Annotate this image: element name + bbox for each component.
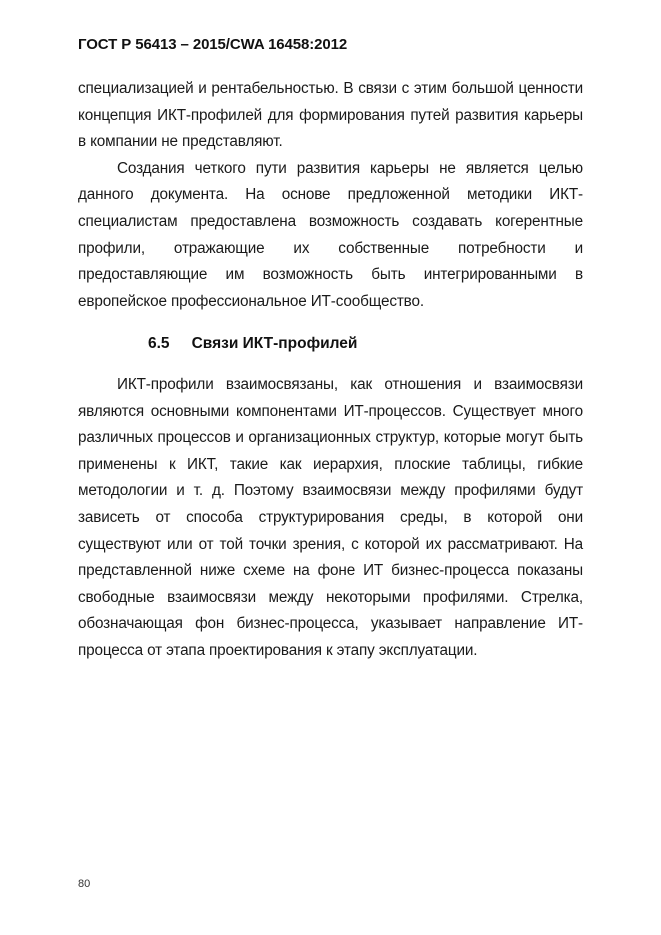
body-text-top: [78, 76, 583, 315]
section-title: Связи ИКТ-профилей: [191, 335, 358, 352]
section-number: 6.5: [148, 335, 170, 352]
paragraph-continuation: специализацией и рентабельностью. В связи с этим большой ценности концепция ИКТ-профилей для формирования путей развития карьеры в компании не представляют.: [78, 80, 583, 151]
page-number: 80: [78, 878, 91, 890]
document-header: ГОСТ Р 56413 – 2015/CWA 16458:2012: [78, 36, 348, 53]
body-text-bottom: [78, 372, 583, 665]
paragraph: Создания четкого пути развития карьеры не является целью данного документа. На основе предложенной методики ИКТ-специалистам предоставлена возможность создавать когерентные профили, отражающие их собственные потребности и предоставляющие им возможность быть интегрированными в европейское профессиональное ИТ-сообщество.: [78, 159, 583, 310]
section-heading: [148, 335, 357, 353]
paragraph: ИКТ-профили взаимосвязаны, как отношения и взаимосвязи являются основными компонентами ИТ-процессов. Существует много различных процессов и организационных структур, которые могут быть применены к ИКТ, такие как иерархия, плоские таблицы, гибкие методологии и т. д. Поэтому взаимосвязи между профилями будут зависеть от способа структурирования среды, в которой они существуют или от той точки зрения, с которой их рассматривают. На представленной ниже схеме на фоне ИТ бизнес-процесса показаны свободные взаимосвязи между некоторыми профилями. Стрелка, обозначающая фон бизнес-процесса, указывает направление ИТ-процесса от этапа проектирования к этапу эксплуатации.: [78, 376, 583, 659]
